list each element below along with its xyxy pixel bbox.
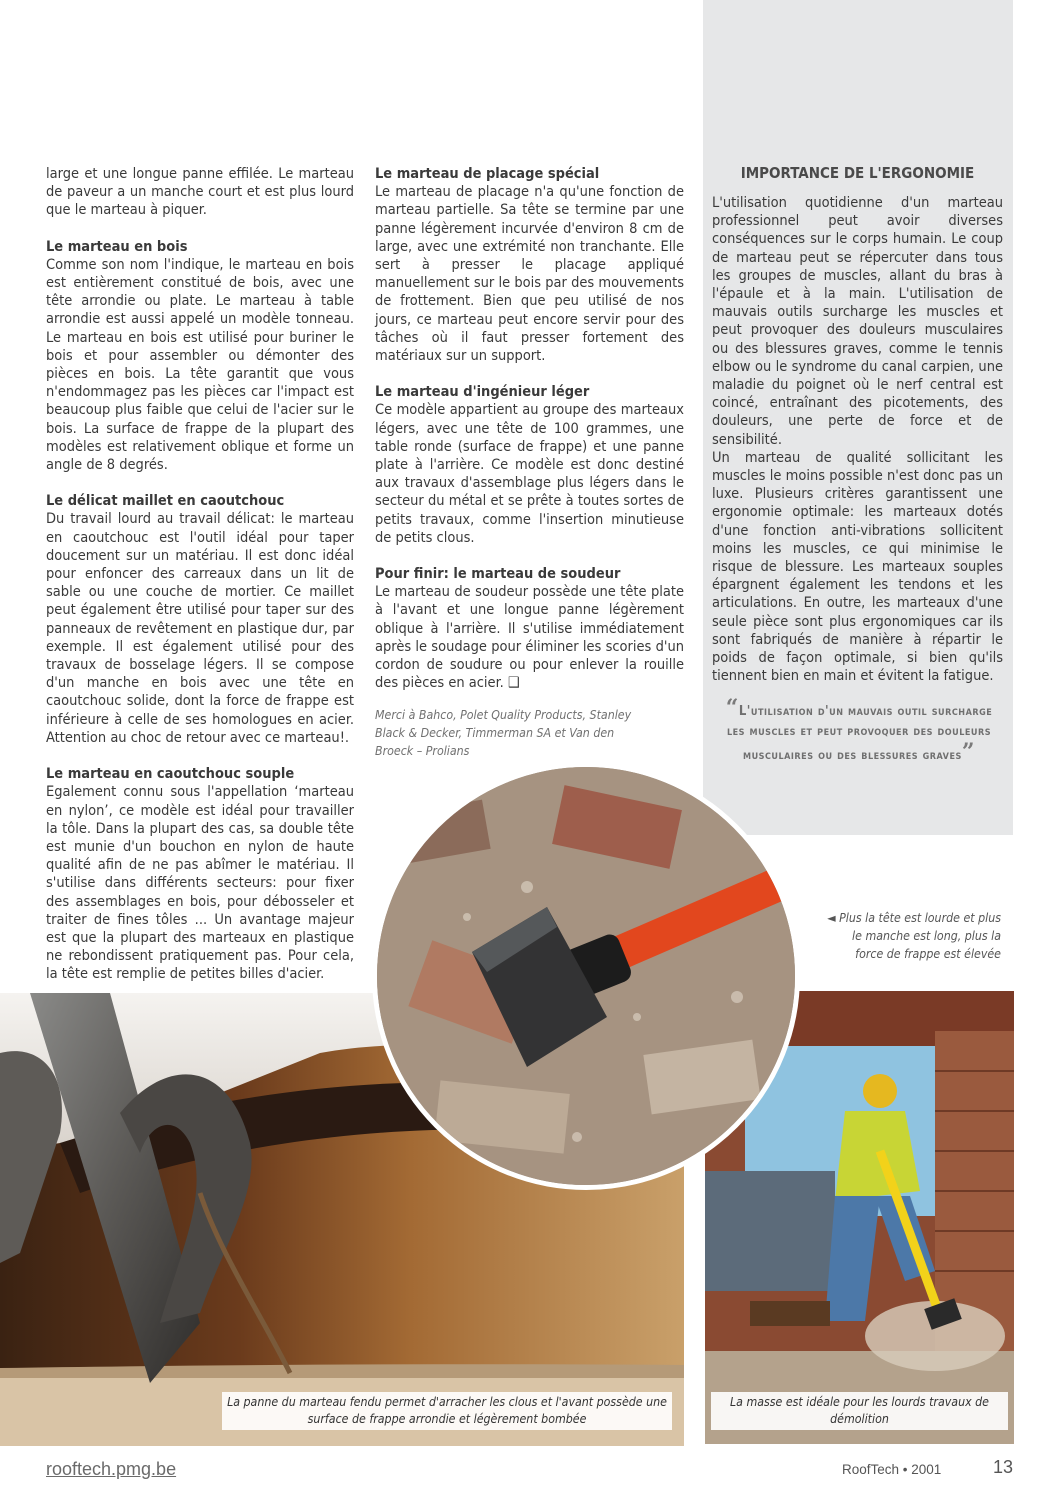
article-column-2 bbox=[375, 165, 684, 692]
section-heading: Le délicat maillet en caoutchouc bbox=[46, 493, 285, 510]
quote-open-icon: “ bbox=[725, 695, 739, 721]
paragraph bbox=[375, 583, 684, 692]
pull-quote bbox=[718, 695, 1000, 766]
section-heading: Le marteau de placage spécial bbox=[375, 166, 600, 182]
end-mark-icon: ❑ bbox=[507, 675, 520, 692]
circle-photo-caption: ◄ Plus la tête est lourde et plus le manche est long, plus la force de frappe est élevée bbox=[827, 911, 1001, 961]
paragraph: Comme son nom l'indique, le marteau en bois est entièrement constitué de bois, avec une tête arrondie ou plate. Le marteau à table arrondie est aussi appelé un modèle tonneau. Le marteau en bois est utilisé pour buriner le bois et pour assembler ou démonter des pièces en bois. La tête garantit que vous n'endommagez pas les pièces car l'impact est beaucoup plus faible que celui de l'acier sur le bois. La surface de frappe de la plupart des modèles est relativement oblique et forme un angle de 8 degrés. bbox=[46, 256, 354, 474]
section-heading: Pour finir: le marteau de soudeur bbox=[375, 566, 621, 583]
page-number: 13 bbox=[993, 1457, 1014, 1477]
paragraph: Du travail lourd au travail délicat: le marteau en caoutchouc est l'outil idéal pour taper doucement sur un matériau. Il est donc idéal pour enfoncer des carreaux dans un lit de sable ou une couche de mortier. Ce maillet peut également être utilisé pour taper sur des panneaux de revêtement en plastique dur, par exemple. Il est également utilisé pour des travaux de bosselage légers. Il se compose d'un manche en bois avec une tête en caoutchouc solide, dont la force de frappe est inférieure à celle de ses homologues en acier. Attention au choc de retour avec ce marteau!. bbox=[46, 511, 354, 746]
sledgehammer-photo bbox=[372, 762, 800, 1190]
sidebar-title: IMPORTANCE DE L'ERGONOMIE bbox=[740, 164, 975, 182]
section-heading: Le marteau en bois bbox=[46, 238, 188, 255]
pull-quote-text: L'utilisation d'un mauvais outil surcharge les muscles et peut provoquer des douleurs musculaires ou des blessures graves bbox=[726, 704, 993, 763]
section-heading: Le marteau en caoutchouc souple bbox=[46, 766, 295, 783]
left-photo-caption: La panne du marteau fendu permet d'arracher les clous et l'avant possède une surface de frappe arrondie et légèrement bombée bbox=[222, 1392, 672, 1430]
paragraph: L'utilisation quotidienne d'un marteau professionnel peut avoir diverses conséquences sur le corps humain. Le coup de marteau peut se répercuter dans tous les groupes de muscles, allant du bras à l'épaule et à la main. L'utilisation de mauvais outils surcharge les muscles et peut provoquer des douleurs musculaires ou des blessures graves, comme le tennis elbow ou le syndrome du canal carpien, une maladie du poignet où le nerf central est coincé, entraînant des picotements, des douleurs, une perte de force et de sensibilité. bbox=[712, 195, 1003, 448]
paragraph-text: Le marteau de soudeur possède une tête plate à l'avant et une longue panne légèrement oblique à l'arrière. Il s'utilise immédiatement après le soudage pour éliminer les scories d'un cordon de soudure ou pour enlever la rouille des pièces en acier. bbox=[375, 584, 684, 692]
sledgehammer-illustration bbox=[377, 767, 795, 1185]
section-heading: Le marteau d'ingénieur léger bbox=[375, 384, 590, 401]
right-photo-caption: La masse est idéale pour les lourds travaux de démolition bbox=[711, 1392, 1008, 1430]
paragraph: Le marteau de placage n'a qu'une fonction de marteau partielle. Sa tête se termine par une panne légèrement incurvée d'environ 8 cm de large, avec une extrémité non tranchante. Elle sert à presser le placage appliqué manuellement sur le bois par des mouvements de frottement. Bien que peu utilisé de nos jours, ce marteau peut encore servir pour des tâches où il faut presser fortement des matériaux sur un support. bbox=[375, 184, 684, 365]
sidebar-text bbox=[712, 194, 1003, 685]
credits: Merci à Bahco, Polet Quality Products, Stanley Black & Decker, Timmerman SA et Van den Broeck – Prolians bbox=[375, 708, 632, 758]
article-column-1 bbox=[46, 165, 354, 984]
magazine-issue: RoofTech • 2001 bbox=[842, 1462, 942, 1477]
website-link[interactable]: rooftech.pmg.be bbox=[46, 1459, 177, 1479]
quote-close-icon: ” bbox=[961, 739, 975, 765]
paragraph: Un marteau de qualité sollicitant les muscles le moins possible n'est donc pas un luxe. Plusieurs critères garantissent une ergonomie optimale: les marteaux dotés d'une fonction anti-vibrations sollicitent moins les muscles, ce qui minimise le risque de blessure. Les marteaux souples épargnent également les tendons et les articulations. En outre, les marteaux d'une seule pièce sont plus ergonomiques car ils sont fabriqués de manière à répartir le poids de façon optimale, si bien qu'ils tiennent bien en main et évitent la fatigue. bbox=[712, 449, 1003, 685]
paragraph: Ce modèle appartient au groupe des marteaux légers, avec une tête de 100 grammes, une table ronde (surface de frappe) et une panne plate à l'arrière. Ce modèle est donc destiné aux travaux d'assemblage plus légers dans le secteur du métal et se prête à toutes sortes de petits travaux, comme l'insertion minutieuse de petits clous. bbox=[375, 402, 684, 546]
paragraph: large et une longue panne effilée. Le marteau de paveur a un manche court et est plus lourd que le marteau à piquer. bbox=[46, 166, 354, 219]
paragraph: Egalement connu sous l'appellation ‘marteau en nylon’, ce modèle est idéal pour travailler la tôle. Dans la plupart des cas, sa double tête est munie d'un bouchon en nylon de haute qualité afin de ne pas abîmer le matériau. Il s'utilise dans différents secteurs: pour fixer des assemblages en bois, pour débosseler et traiter de fines tôles ... Un avantage majeur est que la plupart des marteaux en plastique ne rebondissent pratiquement pas. Pour cela, la tête est remplie de petites billes d'acier. bbox=[46, 784, 354, 983]
